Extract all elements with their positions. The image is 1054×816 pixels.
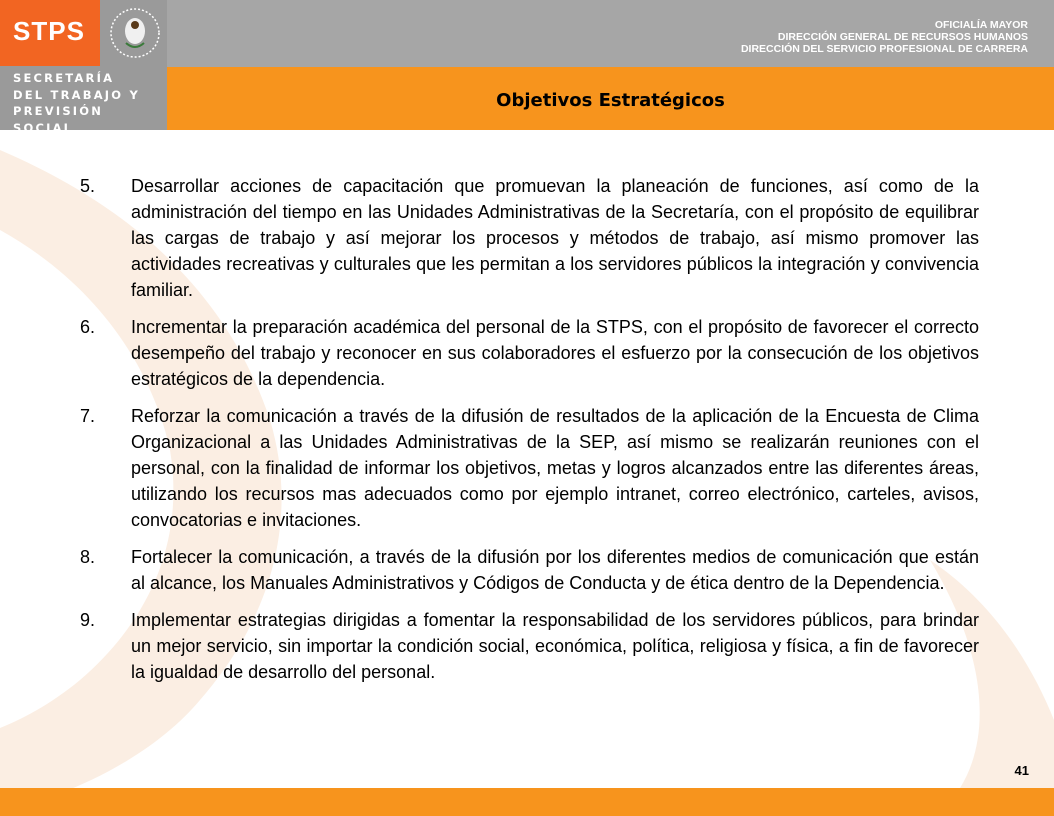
- list-item: [80, 607, 979, 685]
- stps-logo-text: STPS: [13, 16, 85, 46]
- stps-logo: [0, 0, 100, 66]
- agency-line: DIRECCIÓN DEL SERVICIO PROFESIONAL DE CARRERA: [740, 43, 1028, 55]
- logo-panel: [0, 0, 168, 135]
- item-number: 8.: [80, 547, 96, 567]
- title-bar: [167, 67, 1054, 130]
- page-number: 41: [1014, 763, 1029, 778]
- page-title: Objetivos Estratégicos: [496, 90, 725, 111]
- footer-bar: [0, 788, 1054, 816]
- list-item: [80, 173, 979, 303]
- list-item: [80, 403, 979, 533]
- item-number: 9.: [80, 610, 96, 630]
- agency-line: OFICIALÍA MAYOR: [934, 19, 1028, 31]
- agency-block: [741, 19, 1028, 55]
- department-line: PREVISIÓN SOCIAL: [13, 104, 104, 135]
- item-text: Desarrollar acciones de capacitación que promuevan la planeación de funciones, así como de la administración del tiempo en las Unidades Administrativas de la Secretaría, con el propósito de equilibrar las cargas de trabajo y así mejorar los procesos y métodos de trabajo, así mismo promover las actividades recreativas y culturales que les permitan a los servidores públicos la integración y convivencia familiar.: [131, 176, 979, 300]
- department-line: DEL TRABAJO Y: [13, 87, 140, 102]
- mexico-seal-icon: [108, 3, 162, 63]
- item-number: 6.: [80, 317, 96, 337]
- department-line: SECRETARÍA: [13, 71, 115, 85]
- item-text: Reforzar la comunicación a través de la difusión de resultados de la aplicación de la Encuesta de Clima Organizacional a las Unidades Administrativas de la SEP, así mismo se realizarán reuniones con el personal, con la finalidad de informar los objetivos, metas y logros alcanzados entre las diferentes áreas, utilizando los recursos mas adecuados como por ejemplo intranet, correo electrónico, carteles, avisos, convocatorias e invitaciones.: [131, 406, 979, 530]
- item-text: Incrementar la preparación académica del personal de la STPS, con el propósito de favorecer el correcto desempeño del trabajo y reconocer en sus colaboradores el esfuerzo por la consecución de los objetivos estratégicos de la dependencia.: [131, 317, 979, 389]
- item-number: 7.: [80, 406, 96, 426]
- list-item: [80, 544, 979, 596]
- item-text: Fortalecer la comunicación, a través de la difusión por los diferentes medios de comunicación que están al alcance, los Manuales Administrativos y Códigos de Conducta y de ética dentro de la Dependencia.: [131, 547, 979, 593]
- list-item: [80, 314, 979, 392]
- item-number: 5.: [80, 176, 96, 196]
- objectives-list: [80, 173, 979, 696]
- header-banner: [167, 0, 1054, 67]
- item-text: Implementar estrategias dirigidas a fomentar la responsabilidad de los servidores públicos, para brindar un mejor servicio, sin importar la condición social, económica, política, religiosa y física, a fin de favorecer la igualdad de desarrollo del personal.: [131, 610, 979, 682]
- agency-line: DIRECCIÓN GENERAL DE RECURSOS HUMANOS: [777, 31, 1028, 43]
- department-name: [13, 70, 163, 136]
